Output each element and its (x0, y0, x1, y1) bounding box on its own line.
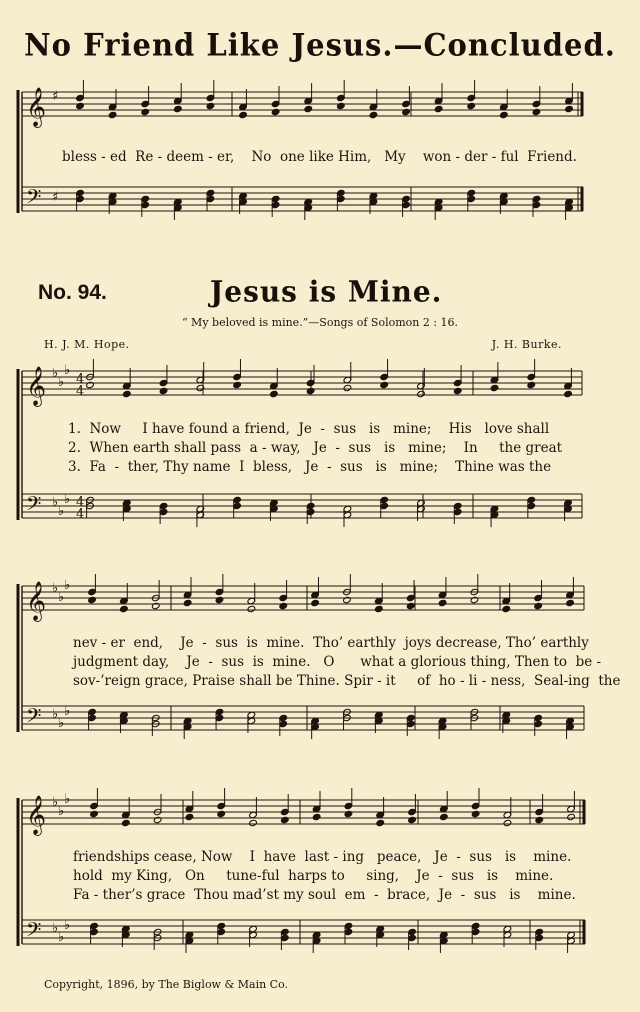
treble-note (233, 381, 242, 388)
treble-note (76, 102, 85, 109)
treble-note (532, 108, 541, 115)
treble-note (183, 599, 192, 606)
treble-note (434, 105, 443, 112)
treble-note (344, 810, 353, 817)
key-signature-bass: ♭ (52, 495, 59, 510)
treble-note (206, 102, 215, 109)
treble-clef: 𝄞 (26, 581, 47, 621)
treble-note (159, 387, 168, 394)
treble-clef: 𝄞 (26, 366, 47, 406)
lyric-verse1-line3: friendships cease, Now I have last - ing peace, Je - sus is mine. (73, 849, 572, 865)
treble-note (141, 108, 150, 115)
copyright: Copyright, 1896, by The Biglow & Main Co. (44, 978, 289, 991)
treble-note (122, 390, 131, 397)
treble-note (239, 111, 248, 118)
treble-note (376, 819, 385, 826)
key-signature-treble: ♭ (52, 366, 59, 381)
key-signature-bass: ♭ (58, 716, 65, 731)
treble-note (217, 810, 226, 817)
key-signature-bass: ♭ (64, 918, 71, 933)
treble-note (108, 111, 117, 118)
key-signature-bass: ♭ (52, 707, 59, 722)
key-signature-treble: ♭ (52, 795, 59, 810)
hymn-number: No. 94. (38, 281, 107, 304)
treble-note (369, 111, 378, 118)
music-composer: J. H. Burke. (491, 338, 562, 351)
treble-note (467, 102, 476, 109)
key-signature-treble: ♭ (58, 590, 65, 605)
bass-clef: 𝄢 (26, 918, 42, 946)
treble-note (90, 810, 99, 817)
treble-note (503, 819, 512, 826)
treble-note (337, 102, 346, 109)
treble-note (279, 602, 288, 609)
key-signature-bass: ♯ (52, 190, 59, 205)
treble-note (406, 602, 415, 609)
treble-note (270, 390, 279, 397)
treble-note (88, 596, 97, 603)
treble-note (567, 813, 576, 820)
treble-note (438, 599, 447, 606)
lyric-verse2-line1: 2. When earth shall pass a - way, Je - sus is mine; In the great (68, 440, 563, 456)
treble-note (304, 105, 313, 112)
treble-note (500, 111, 509, 118)
previous-hymn-title: No Friend Like Jesus.—Concluded. (24, 27, 616, 63)
key-signature-treble: ♭ (52, 581, 59, 596)
treble-note (86, 381, 95, 388)
key-signature-treble: ♭ (64, 363, 71, 378)
time-signature: 4 (76, 507, 85, 522)
treble-note (535, 816, 544, 823)
treble-note (470, 596, 479, 603)
key-signature-treble: ♭ (64, 792, 71, 807)
bass-clef: 𝄢 (26, 492, 42, 520)
time-signature: 4 (76, 495, 85, 510)
epigraph: “ My beloved is mine.”—Songs of Solomon 2 : 16. (181, 316, 459, 329)
lyric-verse3-line3: Fa - ther’s grace Thou mad’st my soul em - brace, Je - sus is mine. (73, 887, 576, 903)
key-signature-treble: ♭ (64, 578, 71, 593)
lyric-verse3-line1: 3. Fa - ther, Thy name I bless, Je - sus is mine; Thine was the (68, 459, 552, 475)
treble-clef: 𝄞 (26, 87, 47, 127)
treble-note (527, 381, 536, 388)
treble-note (471, 810, 480, 817)
time-signature: 4 (76, 372, 85, 387)
key-signature-bass: ♭ (64, 492, 71, 507)
treble-note (564, 390, 573, 397)
treble-note (502, 605, 511, 612)
treble-note (153, 816, 162, 823)
treble-note (565, 105, 574, 112)
treble-note (408, 816, 417, 823)
prev-lyric-line: bless - ed Re - deem - er, No one like Him, My won - der - ful Friend. (62, 149, 577, 165)
treble-note (490, 384, 499, 391)
key-signature-treble: ♯ (52, 89, 59, 104)
treble-note (417, 390, 426, 397)
bass-clef: 𝄢 (26, 704, 42, 732)
treble-note (120, 605, 129, 612)
bass-clef: 𝄢 (26, 185, 42, 213)
treble-clef: 𝄞 (26, 795, 47, 835)
lyric-verse1-line2: nev - er end, Je - sus is mine. Tho’ earthly joys decrease, Tho’ earthly (73, 635, 589, 651)
treble-note (312, 813, 321, 820)
hymn-title: Jesus is Mine. (210, 274, 443, 309)
treble-note (375, 605, 384, 612)
treble-note (174, 105, 183, 112)
treble-note (215, 596, 224, 603)
treble-note (380, 381, 389, 388)
treble-note (249, 819, 258, 826)
treble-note (453, 387, 462, 394)
treble-note (247, 605, 256, 612)
lyric-verse3-line2: sov-’reign grace, Praise shall be Thine. Spir - it of ho - li - ness, Seal-ing the (73, 673, 621, 689)
treble-note (534, 602, 543, 609)
treble-note (343, 596, 352, 603)
key-signature-bass: ♭ (64, 704, 71, 719)
key-signature-bass: ♭ (58, 504, 65, 519)
key-signature-treble: ♭ (58, 375, 65, 390)
key-signature-bass: ♭ (52, 921, 59, 936)
time-signature: 4 (76, 384, 85, 399)
treble-note (311, 599, 320, 606)
treble-note (306, 387, 315, 394)
treble-note (402, 108, 411, 115)
treble-note (566, 599, 575, 606)
key-signature-treble: ♭ (58, 804, 65, 819)
words-author: H. J. M. Hope. (44, 338, 130, 351)
treble-note (440, 813, 449, 820)
treble-note (185, 813, 194, 820)
key-signature-bass: ♭ (58, 930, 65, 945)
lyric-verse1-line1: 1. Now I have found a friend, Je - sus is mine; His love shall (68, 421, 550, 437)
treble-note (151, 602, 160, 609)
treble-note (122, 819, 131, 826)
lyric-verse2-line3: hold my King, On tune-ful harps to sing, Je - sus is mine. (73, 868, 554, 884)
treble-note (281, 816, 290, 823)
treble-note (271, 108, 280, 115)
lyric-verse2-line2: judgment day, Je - sus is mine. O what a glorious thing, Then to be - (73, 654, 602, 670)
treble-note (343, 384, 352, 391)
